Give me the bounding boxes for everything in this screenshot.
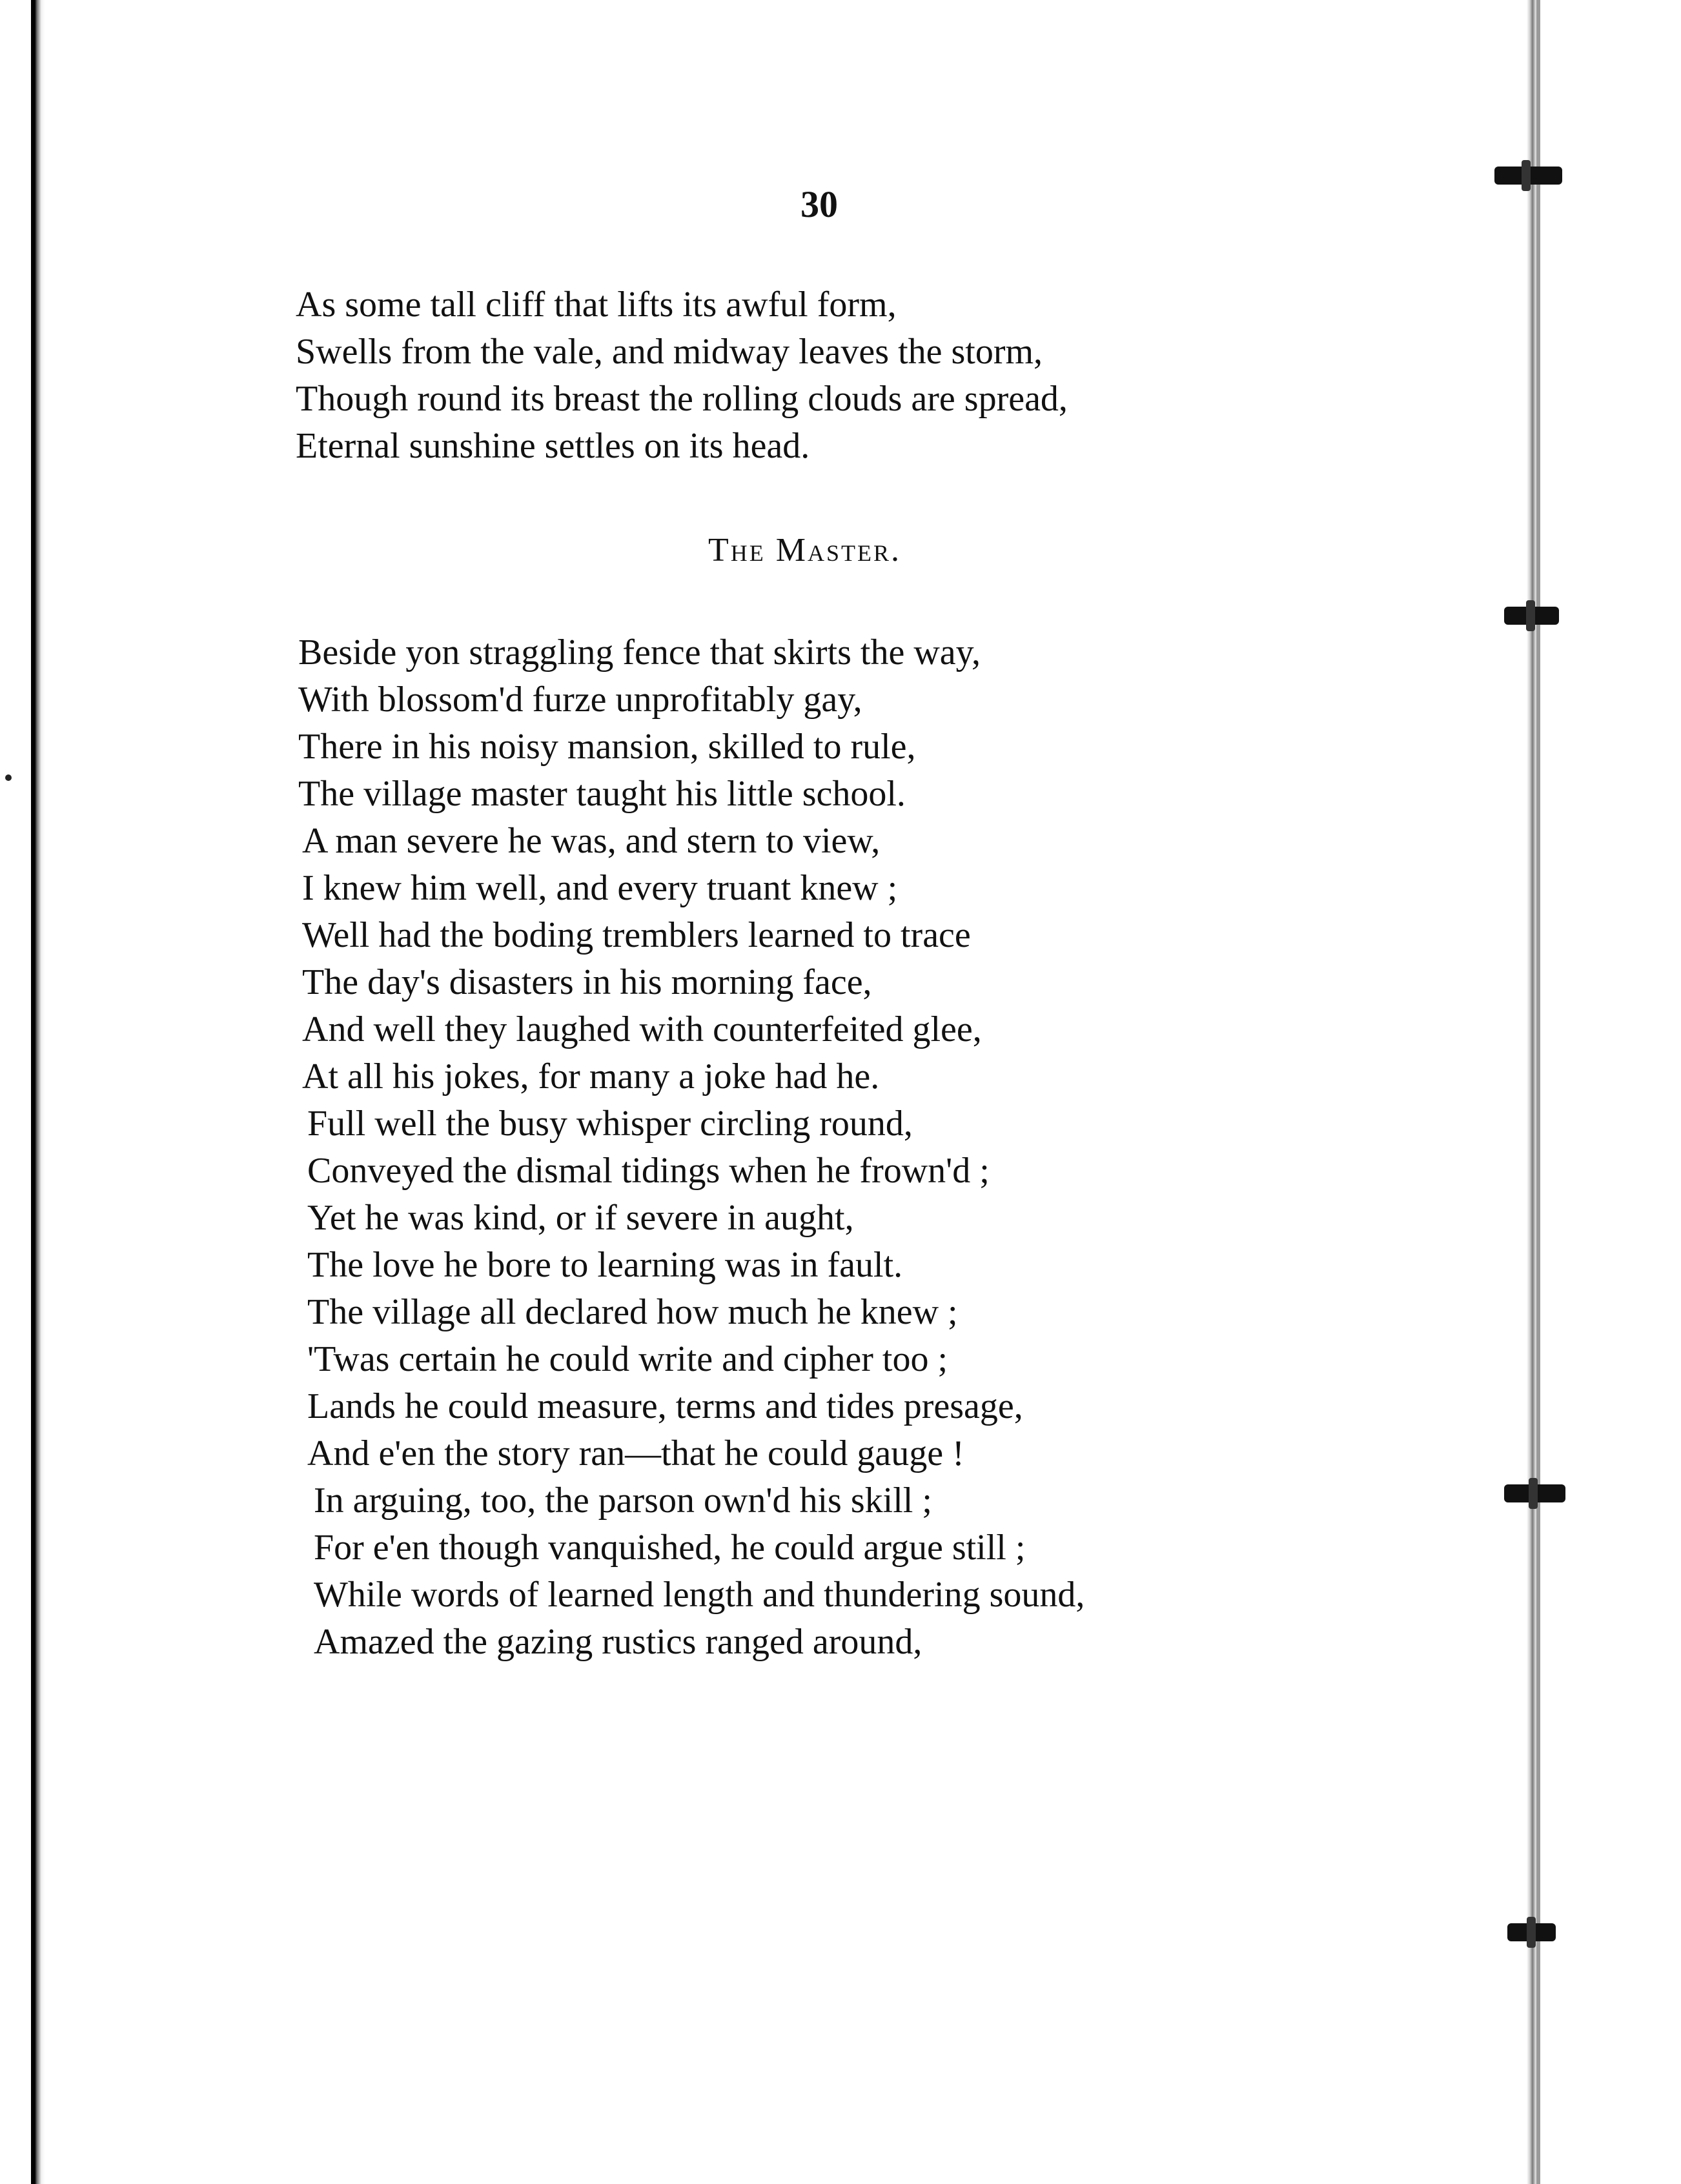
- opening-stanza: [296, 281, 1445, 470]
- verse-line: 'Twas certain he could write and cipher too ;: [307, 1339, 948, 1379]
- staple-mark: [1507, 1923, 1556, 1941]
- verse-line: And e'en the story ran—that he could gauge !: [307, 1433, 964, 1473]
- staple-mark: [1504, 607, 1559, 625]
- verse-line: Full well the busy whisper circling round,: [307, 1104, 913, 1144]
- section-title: The Master.: [708, 532, 901, 569]
- verse-line: The love he bore to learning was in fault.: [307, 1245, 903, 1285]
- verse-line: The day's disasters in his morning face,: [302, 962, 872, 1002]
- verse-line: Lands he could measure, terms and tides presage,: [307, 1386, 1023, 1426]
- verse-line: For e'en though vanquished, he could argue still ;: [314, 1528, 1026, 1568]
- verse-line: In arguing, too, the parson own'd his skill ;: [314, 1481, 932, 1521]
- verse-line: While words of learned length and thundering sound,: [314, 1575, 1085, 1615]
- verse-line: The village master taught his little school.: [298, 774, 906, 814]
- verse-line: At all his jokes, for many a joke had he.: [302, 1057, 880, 1097]
- verse-line: There in his noisy mansion, skilled to rule,: [298, 727, 916, 767]
- verse-line: Yet he was kind, or if severe in aught,: [307, 1198, 854, 1238]
- staple-mark: [1494, 167, 1562, 185]
- verse-line: Conveyed the dismal tidings when he frown'd ;: [307, 1151, 990, 1191]
- verse-line: Well had the boding tremblers learned to trace: [302, 915, 971, 955]
- verse-line: Eternal sunshine settles on its head.: [296, 426, 810, 466]
- verse-line: Amazed the gazing rustics ranged around,: [314, 1622, 922, 1662]
- verse-line: As some tall cliff that lifts its awful form,: [296, 285, 897, 325]
- page-gutter: [1485, 0, 1681, 2184]
- staple-mark: [1504, 1484, 1565, 1502]
- binding-line: [1536, 0, 1540, 2184]
- verse-line: And well they laughed with counterfeited glee,: [302, 1009, 982, 1049]
- verse-line: Beside yon straggling fence that skirts the way,: [298, 632, 981, 672]
- verse-line: Swells from the vale, and midway leaves the storm,: [296, 332, 1043, 372]
- poem-stanza: [298, 629, 1447, 1666]
- page-number: 30: [800, 183, 838, 225]
- verse-line: I knew him well, and every truant knew ;: [302, 868, 898, 908]
- verse-line: Though round its breast the rolling clouds are spread,: [296, 379, 1068, 419]
- verse-line: A man severe he was, and stern to view,: [302, 821, 881, 861]
- verse-line: With blossom'd furze unprofitably gay,: [298, 680, 862, 720]
- verse-line: The village all declared how much he knew ;: [307, 1292, 958, 1332]
